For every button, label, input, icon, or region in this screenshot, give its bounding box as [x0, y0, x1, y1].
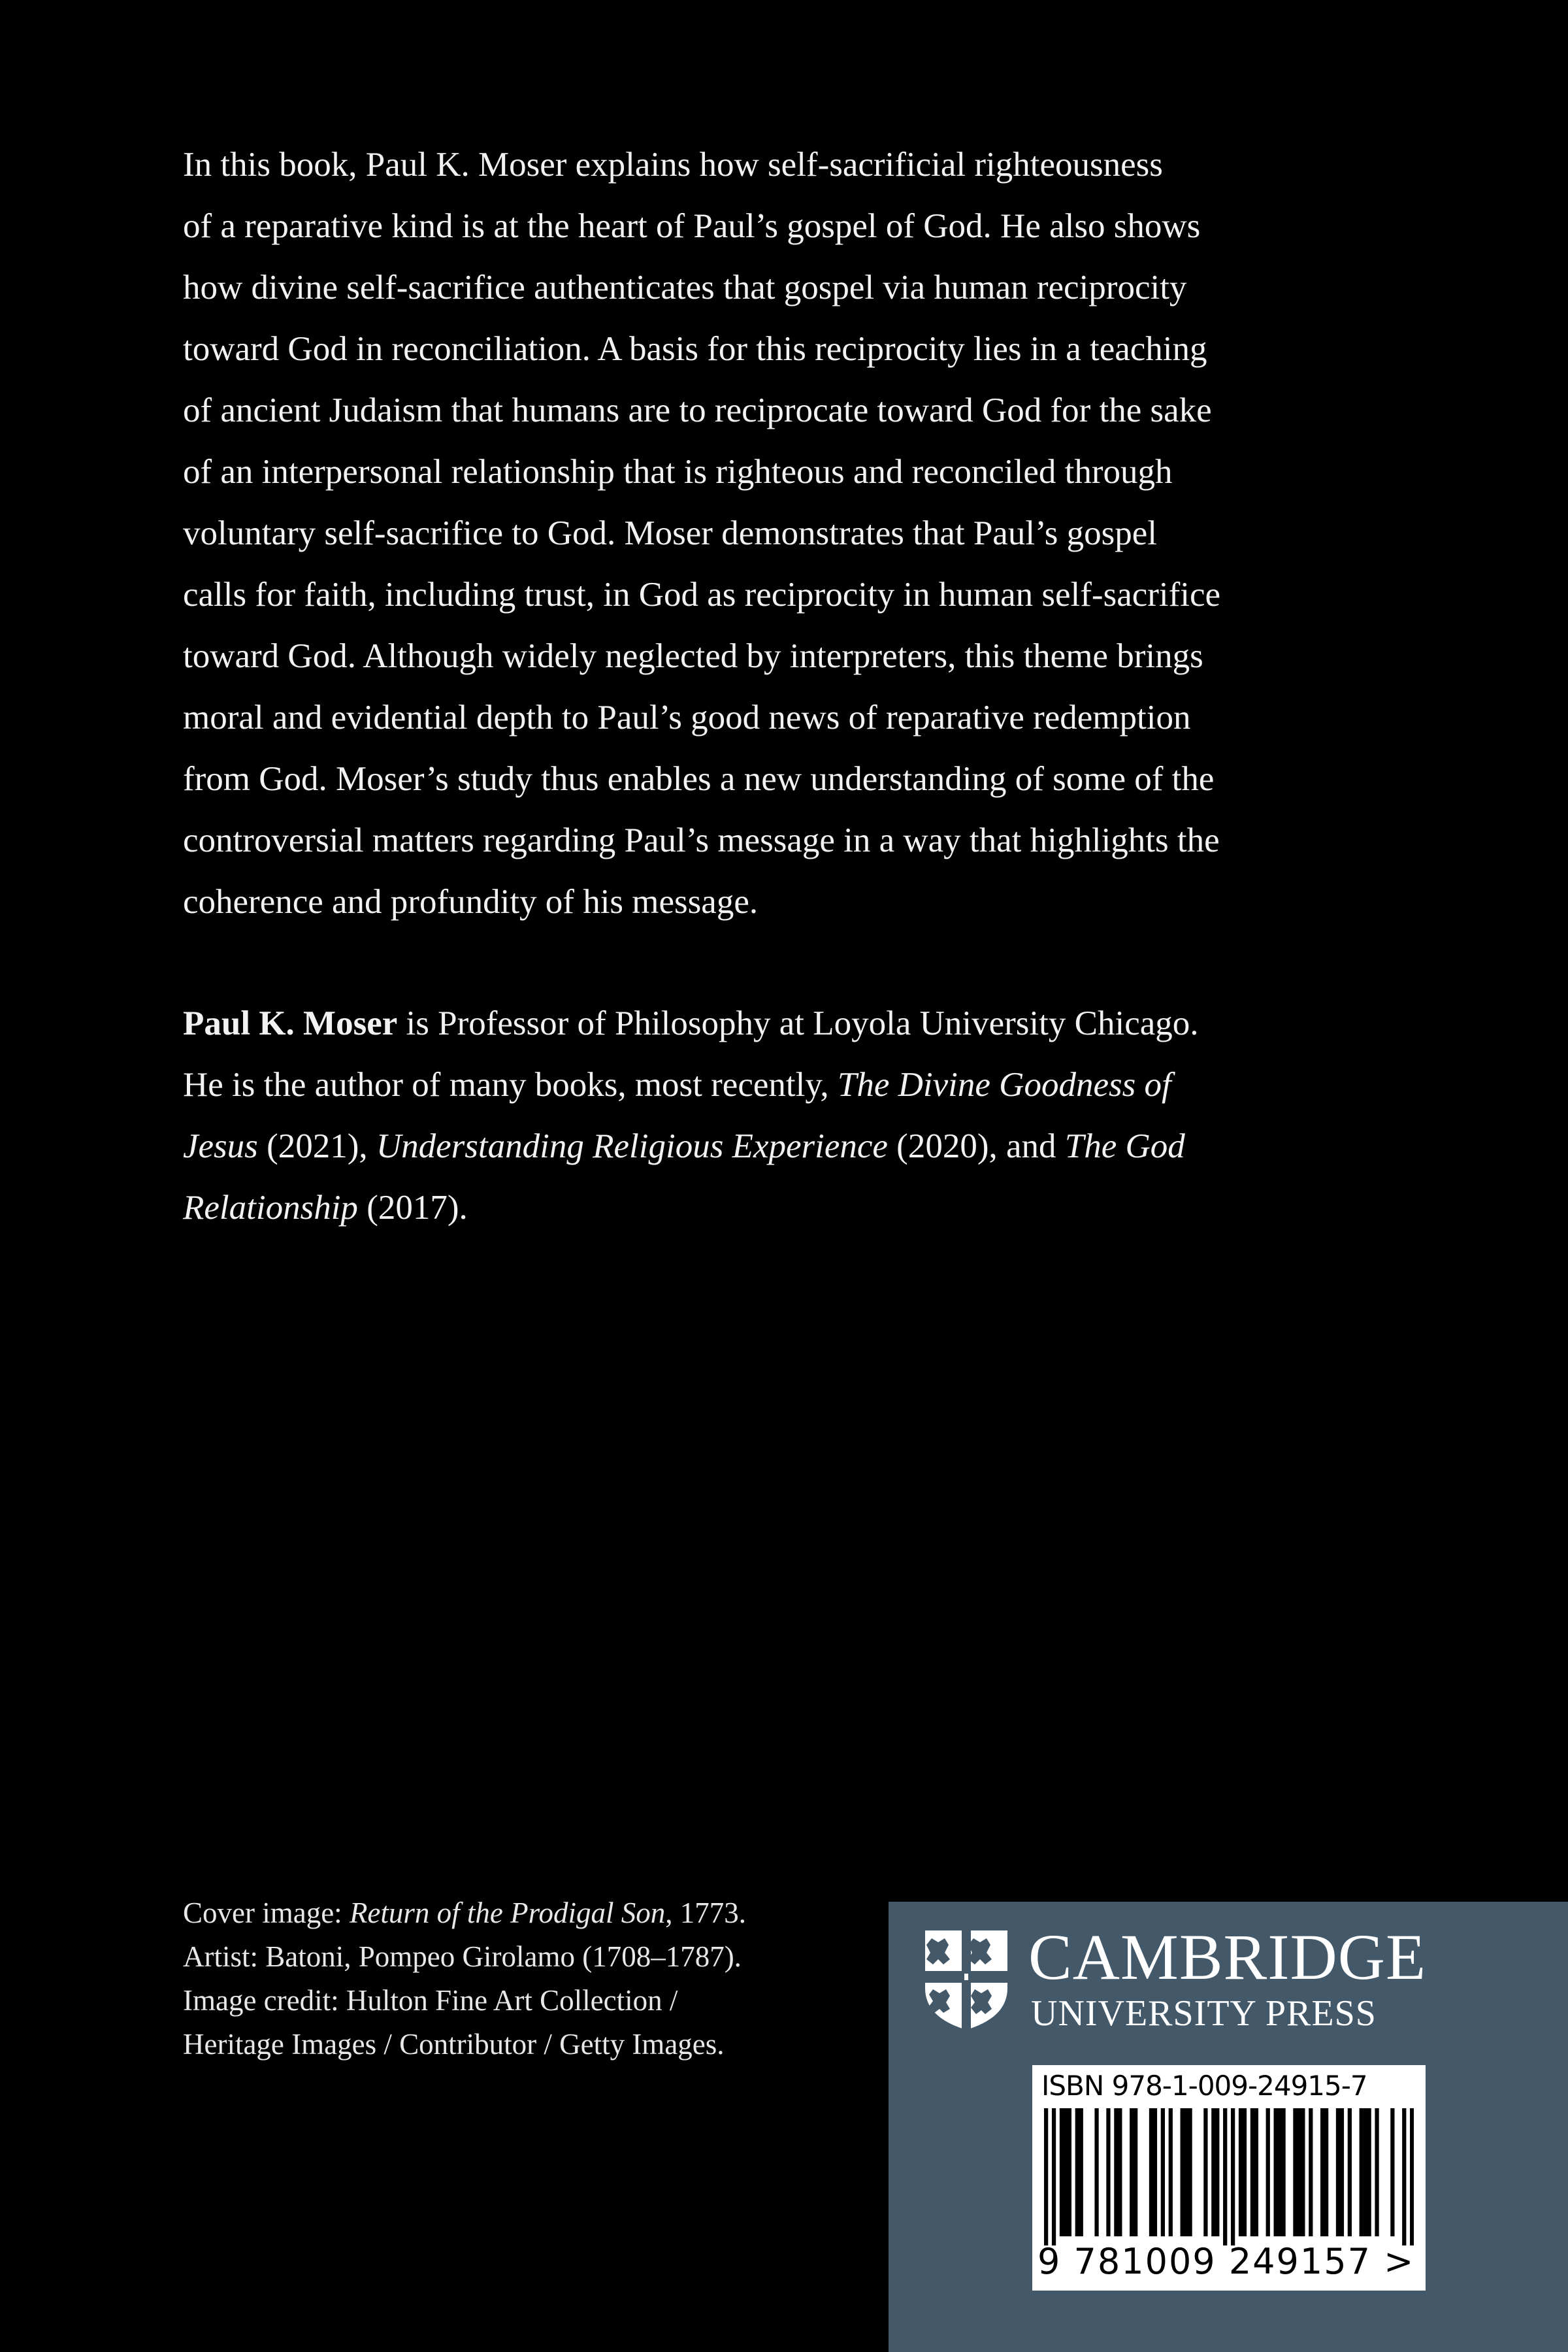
barcode-bar	[1320, 2108, 1324, 2236]
description-line: from God. Moser’s study thus enables a new understanding of some of the	[183, 760, 1215, 798]
barcode-bar	[1215, 2108, 1219, 2236]
barcode-bar	[1340, 2108, 1344, 2236]
cover-label: Cover image:	[183, 1897, 350, 1929]
barcode-bar	[1094, 2108, 1098, 2236]
barcode-bar	[1223, 2108, 1227, 2245]
barcode-bars	[1044, 2108, 1414, 2245]
barcode-bar	[1243, 2108, 1247, 2236]
barcode-bar	[1266, 2108, 1270, 2236]
barcode-bar	[1402, 2108, 1406, 2245]
barcode-bar	[1277, 2108, 1281, 2236]
publisher-name: CAMBRIDGE	[1028, 1921, 1427, 1993]
barcode-bar	[1153, 2108, 1157, 2236]
book-year: (2020), and	[887, 1127, 1065, 1165]
barcode-bar	[1211, 2108, 1215, 2236]
barcode-bar	[1118, 2108, 1122, 2236]
book-title: The Divine Goodness of	[837, 1066, 1171, 1104]
barcode-bar	[1060, 2108, 1064, 2236]
description-line: coherence and profundity of his message.	[183, 883, 759, 921]
barcode-bar	[1149, 2108, 1153, 2236]
cambridge-shield-icon	[923, 1928, 1010, 2031]
author-bio	[183, 993, 1385, 1238]
barcode-bar	[1231, 2108, 1235, 2245]
barcode-bar	[1239, 2108, 1243, 2236]
barcode-bar	[1410, 2108, 1414, 2245]
cover-year: , 1773.	[665, 1897, 746, 1929]
description-line: how divine self-sacrifice authenticates that gospel via human reciprocity	[183, 269, 1187, 306]
barcode-bar	[1203, 2108, 1207, 2236]
book-title: Jesus	[183, 1127, 258, 1165]
description-line: In this book, Paul K. Moser explains how self-sacrificial righteousness	[183, 146, 1163, 184]
book-title: Understanding Religious Experience	[376, 1127, 888, 1165]
barcode-bar	[1044, 2108, 1048, 2245]
description-line: of ancient Judaism that humans are to reciprocate toward God for the sake	[183, 391, 1212, 429]
barcode-bar	[1254, 2108, 1258, 2236]
description-line: calls for faith, including trust, in God as reciprocity in human self-sacrifice	[183, 576, 1221, 614]
book-year: (2017).	[357, 1189, 468, 1227]
book-title: Relationship	[183, 1189, 358, 1227]
book-title: The God	[1064, 1127, 1185, 1165]
bio-text: He is the author of many books, most recently,	[183, 1066, 838, 1104]
barcode-bar	[1064, 2108, 1068, 2236]
barcode-bar	[1250, 2108, 1254, 2236]
bio-line	[183, 1116, 1385, 1177]
isbn-label: ISBN 978-1-009-24915-7	[1041, 2070, 1367, 2102]
artist-line: Artist: Batoni, Pompeo Girolamo (1708–1787).	[183, 1940, 742, 1973]
bio-line	[183, 993, 1385, 1054]
barcode-bar	[1297, 2108, 1301, 2236]
book-description	[183, 134, 1385, 933]
barcode-bar	[1274, 2108, 1278, 2236]
barcode-bar	[1184, 2108, 1188, 2236]
barcode-bar	[1301, 2108, 1305, 2236]
barcode-bar	[1114, 2108, 1118, 2236]
publisher-subname: UNIVERSITY PRESS	[1031, 1993, 1377, 2034]
description-line: controversial matters regarding Paul’s message in a way that highlights the	[183, 821, 1220, 859]
barcode-bar	[1336, 2108, 1340, 2236]
barcode-bar	[1367, 2108, 1371, 2236]
author-name: Paul K. Moser	[183, 1004, 398, 1042]
description-line: moral and evidential depth to Paul’s good news of reparative redemption	[183, 699, 1191, 737]
barcode-bar	[1052, 2108, 1056, 2245]
publisher-panel	[889, 1902, 1568, 2352]
credit-line: Heritage Images / Contributor / Getty Images.	[183, 2028, 725, 2061]
cover-title: Return of the Prodigal Son	[349, 1897, 666, 1929]
barcode-bar	[1348, 2108, 1352, 2236]
barcode-bar	[1281, 2108, 1285, 2236]
barcode-bar	[1181, 2108, 1184, 2236]
barcode-bar	[1360, 2108, 1364, 2236]
bio-line	[183, 1177, 1385, 1238]
barcode-bar	[1075, 2108, 1079, 2236]
description-line: voluntary self-sacrifice to God. Moser demonstrates that Paul’s gospel	[183, 514, 1158, 552]
barcode-bar	[1293, 2108, 1297, 2236]
barcode-bar	[1130, 2108, 1134, 2236]
description-line: toward God. Although widely neglected by interpreters, this theme brings	[183, 637, 1203, 675]
barcode-bar	[1079, 2108, 1083, 2236]
bio-text: is Professor of Philosophy at Loyola University Chicago.	[397, 1004, 1199, 1042]
credit-line: Image credit: Hulton Fine Art Collection /	[183, 1984, 678, 2017]
description-line: of a reparative kind is at the heart of Paul’s gospel of God. He also shows	[183, 207, 1201, 245]
barcode-bar	[1161, 2108, 1165, 2236]
barcode-bar	[1390, 2108, 1394, 2236]
barcode-bar	[1188, 2108, 1192, 2236]
description-line: toward God in reconciliation. A basis for this reciprocity lies in a teaching	[183, 330, 1207, 368]
barcode-bar	[1364, 2108, 1367, 2236]
barcode-bar	[1106, 2108, 1110, 2236]
barcode-bar	[1169, 2108, 1173, 2236]
cover-image-line	[183, 1891, 869, 1935]
bio-line	[183, 1054, 1385, 1116]
barcode-bar	[1134, 2108, 1137, 2236]
barcode-bar	[1324, 2108, 1328, 2236]
barcode-bar	[1068, 2108, 1071, 2236]
isbn-barcode	[1032, 2065, 1426, 2291]
barcode-bar	[1309, 2108, 1313, 2236]
barcode-digits: 9 781009 249157 >	[1037, 2241, 1415, 2282]
barcode-bar	[1375, 2108, 1379, 2236]
book-year: (2021),	[257, 1127, 376, 1165]
description-line: of an interpersonal relationship that is righteous and reconciled through	[183, 453, 1173, 491]
image-credits	[183, 1891, 869, 2066]
